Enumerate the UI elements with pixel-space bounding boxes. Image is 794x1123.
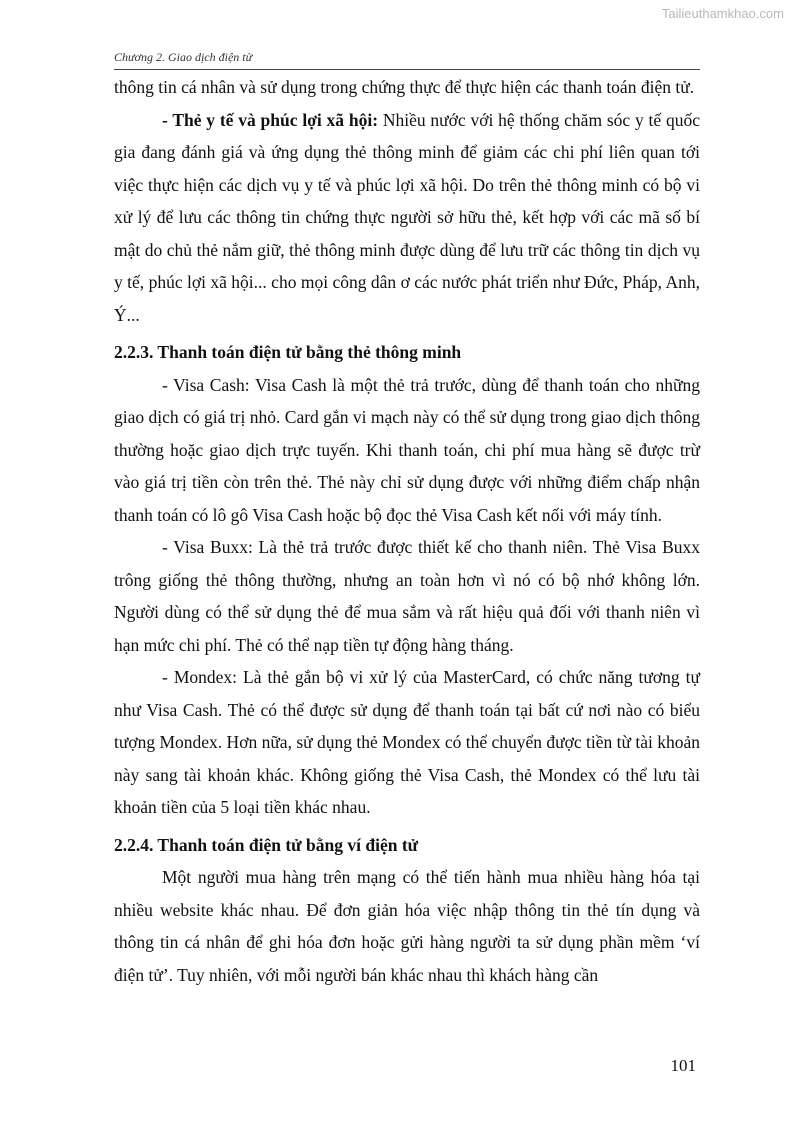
paragraph: - Mondex: Là thẻ gắn bộ vi xử lý của MasterCard, có chức năng tương tự như Visa Cash. Thẻ có thể được sử dụng để thanh toán tại bất cứ nơi nào có biểu tượng Mondex. Hơn nữa, sử dụng thẻ Mondex có thể chuyển được tiền từ tài khoản này sang tài khoản khác. Không giống thẻ Visa Cash, thẻ Mondex có thể lưu tài khoản tiền của 5 loại tiền khác nhau.: [114, 667, 700, 817]
watermark: Tailieuthamkhao.com: [661, 6, 784, 21]
running-head: Chương 2. Giao dịch điện tử: [114, 50, 700, 70]
paragraph: Một người mua hàng trên mạng có thể tiến hành mua nhiều hàng hóa tại nhiều website khác nhau. Để đơn giản hóa việc nhập thông tin thẻ tín dụng và thông tin cá nhân để ghi hóa đơn hoặc gửi hàng người ta sử dụng phần mềm ‘ví điện tử’. Tuy nhiên, với mỗi người bán khác nhau thì khách hàng cần: [114, 867, 700, 985]
paragraph: thông tin cá nhân và sử dụng trong chứng thực để thực hiện các thanh toán điện tử.: [114, 77, 695, 97]
section-heading-2-2-4: 2.2.4. Thanh toán điện tử bằng ví điện tử: [114, 834, 419, 855]
section-heading-2-2-3: 2.2.3. Thanh toán điện tử bằng thẻ thông minh: [114, 342, 462, 362]
page-number: 101: [670, 1056, 696, 1075]
page-content: [114, 71, 700, 991]
paragraph-text: Nhiều nước với hệ thống chăm sóc y tế quốc gia đang đánh giá và ứng dụng thẻ thông minh để giảm các chi phí liên quan tới việc thực hiện các dịch vụ y tế và phúc lợi xã hội. Do trên thẻ thông minh có bộ vi xử lý để lưu các thông tin chứng thực người sở hữu thẻ, kết hợp với các mã số bí mật do chủ thẻ nắm giữ, thẻ thông minh được dùng để lưu trữ các thông tin dịch vụ y tế, phúc lợi xã hội... cho mọi công dân ơ các nước phát triển như Đức, Pháp, Anh, Ý...: [114, 109, 701, 325]
paragraph: [114, 104, 700, 332]
paragraph-lead: - Thẻ y tế và phúc lợi xã hội:: [162, 109, 379, 130]
paragraph: - Visa Buxx: Là thẻ trả trước được thiết kế cho thanh niên. Thẻ Visa Buxx trông giống thẻ thông thường, nhưng an toàn hơn vì nó có bộ nhớ không lớn. Người dùng có thể sử dụng thẻ để mua sắm và rất hiệu quả đối với thanh niên vì hạn mức chi phí. Thẻ có thể nạp tiền tự động hàng tháng.: [114, 537, 700, 655]
paragraph: - Visa Cash: Visa Cash là một thẻ trả trước, dùng để thanh toán cho những giao dịch có giá trị nhỏ. Card gắn vi mạch này có thể sử dụng trong giao dịch thông thường hoặc giao dịch trực tuyến. Khi thanh toán, chi phí mua hàng sẽ được trừ vào giá trị tiền còn trên thẻ. Thẻ này chỉ sử dụng được với những điểm chấp nhận thanh toán có lô gô Visa Cash hoặc bộ đọc thẻ Visa Cash kết nối với máy tính.: [114, 374, 700, 525]
